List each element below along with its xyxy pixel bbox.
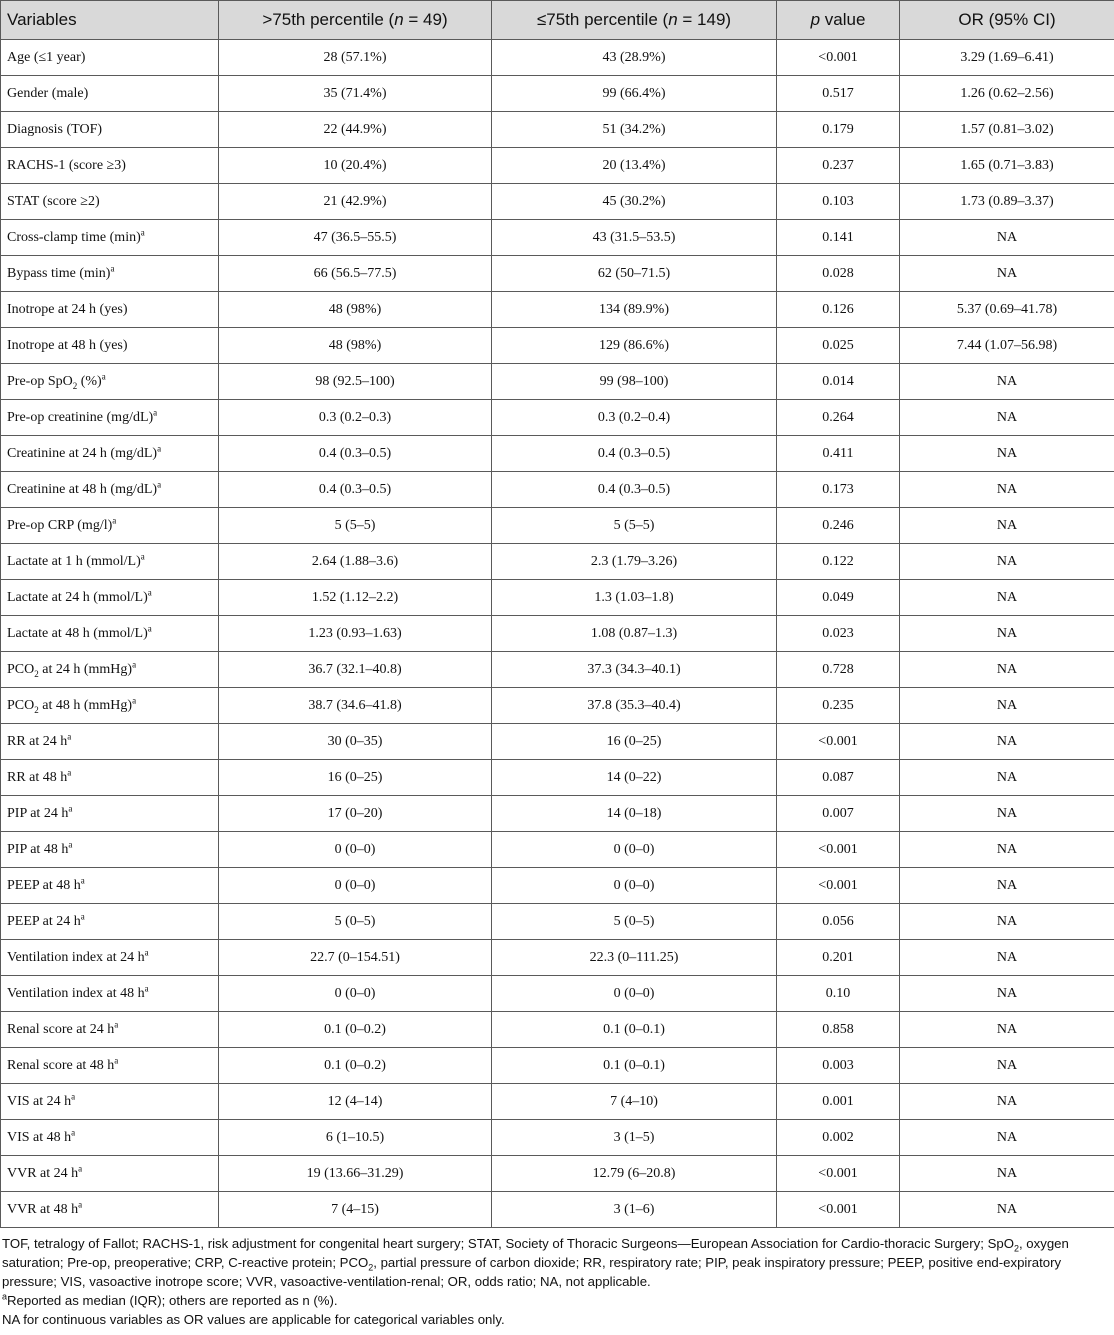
- cell-below-75th: 0.3 (0.2–0.4): [492, 400, 777, 436]
- cell-odds-ratio: NA: [900, 940, 1114, 976]
- header-row: [1, 1, 1114, 40]
- variable-footnote-marker: a: [78, 1162, 83, 1173]
- header-above-prefix: >75th percentile (: [262, 10, 395, 29]
- footnote-abbreviations: [2, 1234, 1112, 1291]
- cell-odds-ratio: NA: [900, 760, 1114, 796]
- cell-odds-ratio: NA: [900, 1120, 1114, 1156]
- cell-below-75th: 37.8 (35.3–40.4): [492, 688, 777, 724]
- cell-above-75th: 12 (4–14): [219, 1084, 492, 1120]
- footnote-na: NA for continuous variables as OR values are applicable for categorical variables only.: [2, 1312, 505, 1327]
- header-variables: Variables: [1, 1, 219, 40]
- cell-p-value: 0.028: [777, 256, 900, 292]
- cell-odds-ratio: NA: [900, 220, 1114, 256]
- cell-variable: [1, 1156, 219, 1192]
- cell-p-value: 0.001: [777, 1084, 900, 1120]
- table-row: [1, 976, 1114, 1012]
- cell-odds-ratio: 1.26 (0.62–2.56): [900, 76, 1114, 112]
- header-p-suffix: value: [820, 10, 866, 29]
- cell-p-value: <0.001: [777, 40, 900, 76]
- variable-name: RR at 48 h: [7, 769, 68, 785]
- table-row: [1, 472, 1114, 508]
- variable-footnote-marker: a: [114, 1054, 119, 1065]
- cell-variable: [1, 112, 219, 148]
- variable-name: Inotrope at 24 h (yes): [7, 301, 128, 317]
- table-row: [1, 184, 1114, 220]
- cell-below-75th: 12.79 (6–20.8): [492, 1156, 777, 1192]
- cell-odds-ratio: 1.73 (0.89–3.37): [900, 184, 1114, 220]
- cell-odds-ratio: 1.57 (0.81–3.02): [900, 112, 1114, 148]
- cell-odds-ratio: NA: [900, 544, 1114, 580]
- cell-p-value: 0.122: [777, 544, 900, 580]
- variable-footnote-marker: a: [144, 982, 149, 993]
- table-row: [1, 1192, 1114, 1228]
- variable-subscript: 2: [34, 704, 39, 715]
- variable-name: RR at 24 h: [7, 733, 68, 749]
- cell-above-75th: 10 (20.4%): [219, 148, 492, 184]
- cell-above-75th: 36.7 (32.1–40.8): [219, 652, 492, 688]
- footnotes: [0, 1228, 1114, 1329]
- cell-below-75th: 1.3 (1.03–1.8): [492, 580, 777, 616]
- cell-above-75th: 1.23 (0.93–1.63): [219, 616, 492, 652]
- cell-variable: [1, 796, 219, 832]
- cell-p-value: 0.517: [777, 76, 900, 112]
- footnote-abbr-sub2: 2: [368, 1262, 374, 1273]
- table-row: [1, 400, 1114, 436]
- table-row: [1, 76, 1114, 112]
- footnote-abbr-part2: , oxygen saturation; Pre-op, preoperative; CRP, C-reactive protein; PCO: [2, 1236, 1069, 1270]
- cell-p-value: <0.001: [777, 832, 900, 868]
- cell-variable: [1, 1120, 219, 1156]
- variable-name: RACHS-1 (score ≥3): [7, 157, 126, 173]
- cell-variable: [1, 472, 219, 508]
- cell-p-value: <0.001: [777, 1156, 900, 1192]
- cell-above-75th: 2.64 (1.88–3.6): [219, 544, 492, 580]
- variable-name: Pre-op CRP (mg/l): [7, 517, 113, 533]
- cell-below-75th: 51 (34.2%): [492, 112, 777, 148]
- cell-above-75th: 28 (57.1%): [219, 40, 492, 76]
- footnote-marker-a: a: [2, 1291, 8, 1302]
- variable-name: Creatinine at 48 h (mg/dL): [7, 481, 158, 497]
- cell-above-75th: 22 (44.9%): [219, 112, 492, 148]
- cell-variable: [1, 436, 219, 472]
- variable-name: Lactate at 24 h (mmol/L): [7, 589, 148, 605]
- cell-below-75th: 43 (31.5–53.5): [492, 220, 777, 256]
- cell-p-value: 0.237: [777, 148, 900, 184]
- variable-name: Pre-op creatinine (mg/dL): [7, 409, 154, 425]
- cell-p-value: 0.002: [777, 1120, 900, 1156]
- cell-above-75th: 0.4 (0.3–0.5): [219, 472, 492, 508]
- cell-below-75th: 0.4 (0.3–0.5): [492, 472, 777, 508]
- cell-below-75th: 0.4 (0.3–0.5): [492, 436, 777, 472]
- cell-p-value: 0.728: [777, 652, 900, 688]
- cell-below-75th: 2.3 (1.79–3.26): [492, 544, 777, 580]
- cell-above-75th: 21 (42.9%): [219, 184, 492, 220]
- header-p-letter: p: [810, 10, 821, 29]
- cell-below-75th: 5 (5–5): [492, 508, 777, 544]
- cell-variable: [1, 40, 219, 76]
- cell-variable: [1, 904, 219, 940]
- variable-subscript: 2: [72, 380, 78, 391]
- header-odds-ratio: OR (95% CI): [900, 1, 1114, 40]
- cell-below-75th: 0.1 (0–0.1): [492, 1012, 777, 1048]
- cell-odds-ratio: NA: [900, 1192, 1114, 1228]
- table-row: [1, 940, 1114, 976]
- cell-p-value: 0.10: [777, 976, 900, 1012]
- cell-above-75th: 0.4 (0.3–0.5): [219, 436, 492, 472]
- cell-odds-ratio: NA: [900, 400, 1114, 436]
- cell-odds-ratio: NA: [900, 724, 1114, 760]
- cell-above-75th: 17 (0–20): [219, 796, 492, 832]
- cell-below-75th: 16 (0–25): [492, 724, 777, 760]
- cell-variable: [1, 184, 219, 220]
- cell-below-75th: 45 (30.2%): [492, 184, 777, 220]
- cell-odds-ratio: NA: [900, 1084, 1114, 1120]
- table-row: [1, 328, 1114, 364]
- variable-name: VVR at 48 h: [7, 1201, 79, 1217]
- cell-odds-ratio: 5.37 (0.69–41.78): [900, 292, 1114, 328]
- variable-footnote-marker: a: [140, 550, 145, 561]
- footnote-abbr-sub1: 2: [1013, 1243, 1019, 1254]
- table-row: [1, 688, 1114, 724]
- cell-odds-ratio: NA: [900, 364, 1114, 400]
- cell-variable: [1, 544, 219, 580]
- table-row: [1, 616, 1114, 652]
- variable-subscript: 2: [34, 668, 39, 679]
- cell-p-value: 0.014: [777, 364, 900, 400]
- variable-footnote-marker: a: [71, 1126, 76, 1137]
- cell-odds-ratio: NA: [900, 688, 1114, 724]
- variable-name: Renal score at 24 h: [7, 1021, 115, 1037]
- cell-above-75th: 7 (4–15): [219, 1192, 492, 1228]
- table-row: [1, 148, 1114, 184]
- cell-below-75th: 99 (66.4%): [492, 76, 777, 112]
- cell-odds-ratio: NA: [900, 652, 1114, 688]
- variable-footnote-marker: a: [147, 586, 152, 597]
- table-row: [1, 292, 1114, 328]
- cell-p-value: 0.049: [777, 580, 900, 616]
- cell-above-75th: 0.3 (0.2–0.3): [219, 400, 492, 436]
- variable-name-continued: at 48 h (mmHg): [38, 697, 133, 713]
- cell-variable: [1, 1012, 219, 1048]
- cell-p-value: 0.179: [777, 112, 900, 148]
- cell-variable: [1, 580, 219, 616]
- table-row: [1, 760, 1114, 796]
- cell-p-value: 0.126: [777, 292, 900, 328]
- cell-variable: [1, 688, 219, 724]
- table-row: [1, 868, 1114, 904]
- cell-variable: [1, 328, 219, 364]
- cell-p-value: 0.056: [777, 904, 900, 940]
- header-below-suffix: = 149): [677, 10, 732, 29]
- cell-variable: [1, 292, 219, 328]
- variable-footnote-marker: a: [78, 1198, 83, 1209]
- variable-name: Cross-clamp time (min): [7, 229, 141, 245]
- variable-name: Inotrope at 48 h (yes): [7, 337, 128, 353]
- cell-odds-ratio: NA: [900, 616, 1114, 652]
- cell-p-value: <0.001: [777, 724, 900, 760]
- table-row: [1, 220, 1114, 256]
- cell-p-value: 0.411: [777, 436, 900, 472]
- header-below-75th: [492, 1, 777, 40]
- cell-below-75th: 14 (0–18): [492, 796, 777, 832]
- cell-above-75th: 38.7 (34.6–41.8): [219, 688, 492, 724]
- cell-above-75th: 66 (56.5–77.5): [219, 256, 492, 292]
- variable-footnote-marker: a: [153, 406, 158, 417]
- variable-footnote-marker: a: [67, 766, 72, 777]
- cell-variable: [1, 724, 219, 760]
- cell-below-75th: 134 (89.9%): [492, 292, 777, 328]
- cell-variable: [1, 220, 219, 256]
- table-row: [1, 1084, 1114, 1120]
- variable-name: VIS at 24 h: [7, 1093, 72, 1109]
- table-row: [1, 580, 1114, 616]
- cell-odds-ratio: 7.44 (1.07–56.98): [900, 328, 1114, 364]
- variable-name: PIP at 48 h: [7, 841, 69, 857]
- footnote-median: [2, 1291, 1112, 1310]
- cell-below-75th: 0.1 (0–0.1): [492, 1048, 777, 1084]
- variable-name: Ventilation index at 24 h: [7, 949, 145, 965]
- variable-name: Lactate at 1 h (mmol/L): [7, 553, 141, 569]
- cell-above-75th: 47 (36.5–55.5): [219, 220, 492, 256]
- cell-above-75th: 16 (0–25): [219, 760, 492, 796]
- cell-below-75th: 129 (86.6%): [492, 328, 777, 364]
- variable-name: PCO: [7, 661, 35, 677]
- variable-name: VIS at 48 h: [7, 1129, 72, 1145]
- footnote-abbr-part1: TOF, tetralogy of Fallot; RACHS-1, risk adjustment for congenital heart surgery; STAT, Society of Thoracic Surgeons—European Association for Cardio-thoracic Surgery; SpO: [2, 1236, 1014, 1251]
- variable-name: Age (≤1 year): [7, 49, 86, 65]
- variable-footnote-marker: a: [68, 838, 73, 849]
- variable-name: PIP at 24 h: [7, 805, 69, 821]
- cell-above-75th: 48 (98%): [219, 292, 492, 328]
- cell-below-75th: 62 (50–71.5): [492, 256, 777, 292]
- cell-variable: [1, 508, 219, 544]
- variable-name: PEEP at 48 h: [7, 877, 81, 893]
- cell-p-value: 0.858: [777, 1012, 900, 1048]
- cell-variable: [1, 256, 219, 292]
- variable-name: Pre-op SpO: [7, 373, 73, 389]
- cell-odds-ratio: 3.29 (1.69–6.41): [900, 40, 1114, 76]
- cell-odds-ratio: NA: [900, 904, 1114, 940]
- cell-p-value: 0.103: [777, 184, 900, 220]
- cell-odds-ratio: NA: [900, 868, 1114, 904]
- cell-odds-ratio: NA: [900, 508, 1114, 544]
- cell-above-75th: 22.7 (0–154.51): [219, 940, 492, 976]
- table-body: [1, 40, 1114, 1228]
- header-below-prefix: ≤75th percentile (: [536, 10, 669, 29]
- variable-footnote-marker: a: [132, 658, 137, 669]
- cell-p-value: 0.087: [777, 760, 900, 796]
- variable-name: Diagnosis (TOF): [7, 121, 103, 137]
- cell-above-75th: 35 (71.4%): [219, 76, 492, 112]
- variable-footnote-marker: a: [101, 370, 106, 381]
- table-row: [1, 364, 1114, 400]
- cell-above-75th: 30 (0–35): [219, 724, 492, 760]
- cell-odds-ratio: 1.65 (0.71–3.83): [900, 148, 1114, 184]
- cell-below-75th: 0 (0–0): [492, 832, 777, 868]
- cell-variable: [1, 616, 219, 652]
- cell-above-75th: 0.1 (0–0.2): [219, 1048, 492, 1084]
- variable-footnote-marker: a: [80, 910, 85, 921]
- cell-p-value: 0.201: [777, 940, 900, 976]
- table-row: [1, 832, 1114, 868]
- table-row: [1, 436, 1114, 472]
- variable-name: PCO: [7, 697, 35, 713]
- cell-odds-ratio: NA: [900, 436, 1114, 472]
- variable-footnote-marker: a: [140, 226, 145, 237]
- variable-name: Creatinine at 24 h (mg/dL): [7, 445, 158, 461]
- table-row: [1, 544, 1114, 580]
- cell-above-75th: 19 (13.66–31.29): [219, 1156, 492, 1192]
- variable-name: Renal score at 48 h: [7, 1057, 115, 1073]
- variable-footnote-marker: a: [157, 478, 162, 489]
- cell-odds-ratio: NA: [900, 976, 1114, 1012]
- cell-odds-ratio: NA: [900, 832, 1114, 868]
- cell-below-75th: 22.3 (0–111.25): [492, 940, 777, 976]
- variable-footnote-marker: a: [114, 1018, 119, 1029]
- cell-odds-ratio: NA: [900, 472, 1114, 508]
- table-row: [1, 796, 1114, 832]
- cell-below-75th: 0 (0–0): [492, 976, 777, 1012]
- cell-variable: [1, 364, 219, 400]
- cell-above-75th: 5 (5–5): [219, 508, 492, 544]
- cell-p-value: 0.235: [777, 688, 900, 724]
- cell-below-75th: 37.3 (34.3–40.1): [492, 652, 777, 688]
- cell-above-75th: 5 (0–5): [219, 904, 492, 940]
- variable-name: PEEP at 24 h: [7, 913, 81, 929]
- header-above-n: n: [394, 10, 404, 29]
- variable-footnote-marker: a: [132, 694, 137, 705]
- cell-below-75th: 3 (1–6): [492, 1192, 777, 1228]
- cell-odds-ratio: NA: [900, 580, 1114, 616]
- variable-name: STAT (score ≥2): [7, 193, 100, 209]
- cell-p-value: <0.001: [777, 868, 900, 904]
- variable-name: Bypass time (min): [7, 265, 111, 281]
- table-row: [1, 112, 1114, 148]
- variable-footnote-marker: a: [67, 730, 72, 741]
- cell-variable: [1, 1048, 219, 1084]
- variable-footnote-marker: a: [71, 1090, 76, 1101]
- variable-name: Gender (male): [7, 85, 89, 101]
- cell-above-75th: 0 (0–0): [219, 832, 492, 868]
- cell-variable: [1, 76, 219, 112]
- variable-footnote-marker: a: [147, 622, 152, 633]
- cell-below-75th: 14 (0–22): [492, 760, 777, 796]
- table-row: [1, 904, 1114, 940]
- cell-p-value: 0.007: [777, 796, 900, 832]
- cell-p-value: 0.173: [777, 472, 900, 508]
- cell-variable: [1, 868, 219, 904]
- variable-footnote-marker: a: [112, 514, 117, 525]
- cell-above-75th: 98 (92.5–100): [219, 364, 492, 400]
- cell-below-75th: 7 (4–10): [492, 1084, 777, 1120]
- header-below-n: n: [668, 10, 678, 29]
- cell-below-75th: 1.08 (0.87–1.3): [492, 616, 777, 652]
- cell-variable: [1, 1192, 219, 1228]
- table-row: [1, 652, 1114, 688]
- cell-p-value: 0.141: [777, 220, 900, 256]
- variable-footnote-marker: a: [144, 946, 149, 957]
- cell-variable: [1, 400, 219, 436]
- cell-below-75th: 5 (0–5): [492, 904, 777, 940]
- table-row: [1, 724, 1114, 760]
- cell-above-75th: 0 (0–0): [219, 868, 492, 904]
- cell-above-75th: 0.1 (0–0.2): [219, 1012, 492, 1048]
- variable-name-continued: (%): [77, 373, 102, 389]
- cell-p-value: 0.246: [777, 508, 900, 544]
- cell-odds-ratio: NA: [900, 796, 1114, 832]
- variable-name: VVR at 24 h: [7, 1165, 79, 1181]
- table-row: [1, 40, 1114, 76]
- table-row: [1, 1012, 1114, 1048]
- cell-below-75th: 3 (1–5): [492, 1120, 777, 1156]
- cell-odds-ratio: NA: [900, 1012, 1114, 1048]
- variable-name: Lactate at 48 h (mmol/L): [7, 625, 148, 641]
- cell-p-value: 0.025: [777, 328, 900, 364]
- header-above-suffix: = 49): [403, 10, 448, 29]
- cell-above-75th: 48 (98%): [219, 328, 492, 364]
- cell-below-75th: 20 (13.4%): [492, 148, 777, 184]
- variable-footnote-marker: a: [110, 262, 115, 273]
- cell-p-value: <0.001: [777, 1192, 900, 1228]
- cell-variable: [1, 760, 219, 796]
- cell-variable: [1, 976, 219, 1012]
- cell-below-75th: 0 (0–0): [492, 868, 777, 904]
- cell-variable: [1, 148, 219, 184]
- variable-footnote-marker: a: [80, 874, 85, 885]
- cell-variable: [1, 1084, 219, 1120]
- table-row: [1, 1156, 1114, 1192]
- table-row: [1, 256, 1114, 292]
- cell-odds-ratio: NA: [900, 1048, 1114, 1084]
- header-above-75th: [219, 1, 492, 40]
- cell-p-value: 0.003: [777, 1048, 900, 1084]
- variable-name: Ventilation index at 48 h: [7, 985, 145, 1001]
- cell-odds-ratio: NA: [900, 256, 1114, 292]
- footnote-median-text: Reported as median (IQR); others are reported as n (%).: [7, 1293, 338, 1308]
- variable-name-continued: at 24 h (mmHg): [38, 661, 133, 677]
- table-row: [1, 1048, 1114, 1084]
- cell-variable: [1, 832, 219, 868]
- cell-above-75th: 1.52 (1.12–2.2): [219, 580, 492, 616]
- cell-odds-ratio: NA: [900, 1156, 1114, 1192]
- variable-footnote-marker: a: [157, 442, 162, 453]
- footnote-abbr-part3: , partial pressure of carbon dioxide; RR, respiratory rate; PIP, peak inspiratory pressure; PEEP, positive end-expiratory pressure; VIS, vasoactive inotrope score; VVR, vasoactive-ventilation-renal; OR, odds ratio; NA, not applicable.: [2, 1255, 1062, 1289]
- cell-p-value: 0.264: [777, 400, 900, 436]
- variable-footnote-marker: a: [68, 802, 73, 813]
- cell-below-75th: 99 (98–100): [492, 364, 777, 400]
- cell-above-75th: 6 (1–10.5): [219, 1120, 492, 1156]
- table-row: [1, 1120, 1114, 1156]
- cell-variable: [1, 940, 219, 976]
- cell-above-75th: 0 (0–0): [219, 976, 492, 1012]
- cell-variable: [1, 652, 219, 688]
- cell-p-value: 0.023: [777, 616, 900, 652]
- header-p-value: [777, 1, 900, 40]
- table-row: [1, 508, 1114, 544]
- cell-below-75th: 43 (28.9%): [492, 40, 777, 76]
